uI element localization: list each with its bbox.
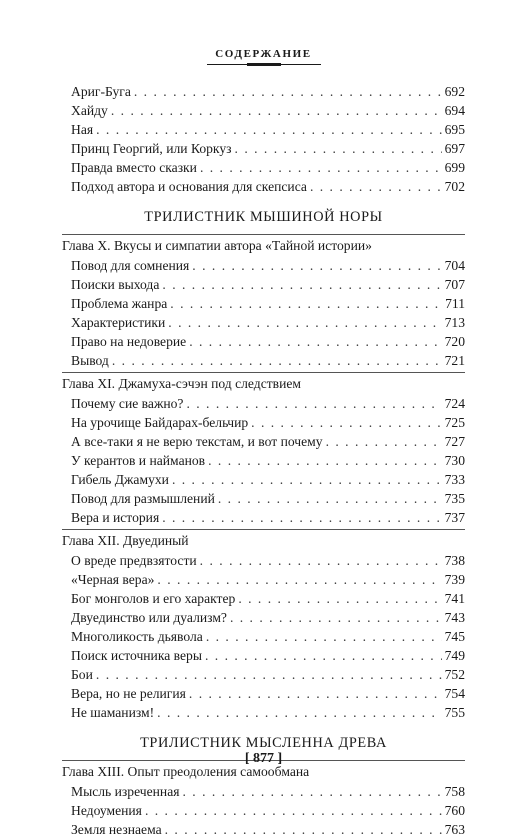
toc-entry[interactable] [62, 158, 465, 177]
leader-dots [205, 646, 442, 665]
toc-entry-title: Недоумения [71, 803, 142, 818]
toc-entry-title: Поиски выхода [71, 277, 160, 292]
toc-entry-page: 752 [444, 667, 465, 682]
toc-entry-page: 711 [445, 296, 465, 311]
toc-entry-page: 702 [444, 179, 465, 194]
toc-entry-page: 763 [444, 822, 465, 837]
toc-entry-title: На урочище Байдарах-бельчир [71, 415, 249, 430]
toc-entry[interactable] [62, 82, 465, 101]
toc-entry-page: 704 [444, 258, 465, 273]
toc-entry-title: Бог монголов и его характер [71, 591, 236, 606]
leader-dots [162, 275, 441, 294]
toc-entry-page: 713 [444, 315, 465, 330]
toc-entry-page: 738 [444, 553, 465, 568]
header-divider [207, 64, 321, 65]
toc-entry[interactable] [62, 313, 465, 332]
toc-entry-title: Хайду [71, 103, 108, 118]
toc-entry-title: Поиск источника веры [71, 648, 202, 663]
leader-dots [200, 551, 442, 570]
toc-entry[interactable] [62, 820, 465, 839]
toc-entry-title: Принц Георгий, или Коркуз [71, 141, 232, 156]
chapter-divider [62, 372, 465, 373]
leader-dots [310, 177, 442, 196]
toc-entry-page: 737 [444, 510, 465, 525]
toc-entry-page: 760 [444, 803, 465, 818]
toc-entry[interactable] [62, 432, 465, 451]
toc-entry-title: Вывод [71, 353, 109, 368]
leader-dots [157, 570, 441, 589]
toc-entry-title: Право на недоверие [71, 334, 187, 349]
leader-dots [134, 82, 442, 101]
toc-entry-page: 724 [444, 396, 465, 411]
toc-entry[interactable] [62, 120, 465, 139]
toc-entry-title: Повод для сомнения [71, 258, 190, 273]
toc-entry[interactable] [62, 470, 465, 489]
toc-entry-title: Гибель Джамухи [71, 472, 169, 487]
leader-dots [172, 470, 442, 489]
chapter-title[interactable]: Глава XIII. Опыт преодоления самообмана [62, 764, 310, 779]
leader-dots [235, 139, 442, 158]
leader-dots [168, 313, 441, 332]
toc-entry-title: Многоликость дьявола [71, 629, 203, 644]
chapter-title[interactable]: Глава XI. Джамуха-сэчэн под следствием [62, 376, 302, 391]
toc-entry-page: 695 [444, 122, 465, 137]
top-entries [62, 82, 465, 196]
toc-entry-page: 694 [444, 103, 465, 118]
toc-entry-page: 758 [444, 784, 465, 799]
toc-entry[interactable] [62, 413, 465, 432]
toc-entry-title: Земля незнаема [71, 822, 162, 837]
toc-entry[interactable] [62, 627, 465, 646]
toc-entry-title: Почему сие важно? [71, 396, 184, 411]
toc-entry[interactable] [62, 294, 465, 313]
section-title: ТРИЛИСТНИК МЫСЛЕННА ДРЕВА [140, 735, 387, 751]
toc-entry-page: 699 [444, 160, 465, 175]
toc-entry-title: Двуединство или дуализм? [71, 610, 227, 625]
leader-dots [206, 627, 442, 646]
toc-entry[interactable] [62, 508, 465, 527]
leader-dots [238, 589, 441, 608]
chapter-title[interactable]: Глава X. Вкусы и симпатии автора «Тайной истории» [62, 238, 372, 253]
toc-entry-page: 725 [444, 415, 465, 430]
leader-dots [145, 801, 442, 820]
toc-entry[interactable] [62, 801, 465, 820]
toc-entry-title: Бои [71, 667, 93, 682]
toc-entry[interactable] [62, 101, 465, 120]
toc-entry[interactable] [62, 551, 465, 570]
leader-dots [96, 120, 442, 139]
toc-entry-title: «Черная вера» [71, 572, 155, 587]
page-header-title: СОДЕРЖАНИЕ [215, 48, 312, 60]
leader-dots [170, 294, 442, 313]
toc-entry[interactable] [62, 394, 465, 413]
toc-entry-page: 749 [444, 648, 465, 663]
toc-entry[interactable] [62, 139, 465, 158]
toc-entry-page: 739 [444, 572, 465, 587]
toc-entry-page: 755 [444, 705, 465, 720]
toc-entry-page: 730 [444, 453, 465, 468]
toc-entry-page: 733 [444, 472, 465, 487]
toc-entry-title: Проблема жанра [71, 296, 168, 311]
toc-entry-title: Характеристики [71, 315, 166, 330]
toc-entry-page: 692 [444, 84, 465, 99]
leader-dots [162, 508, 441, 527]
leader-dots [230, 608, 442, 627]
leader-dots [182, 782, 441, 801]
chapter-divider [62, 529, 465, 530]
toc-entry[interactable] [62, 489, 465, 508]
toc-entry-page: 720 [444, 334, 465, 349]
toc-entry-page: 721 [444, 353, 465, 368]
toc-entry-title: Вера и история [71, 510, 160, 525]
toc-entry-title: Не шаманизм! [71, 705, 155, 720]
toc-entry-page: 697 [444, 141, 465, 156]
leader-dots [189, 684, 442, 703]
toc-entry-page: 754 [444, 686, 465, 701]
toc-entry-title: Ариг-Буга [71, 84, 131, 99]
leader-dots [189, 332, 441, 351]
leader-dots [200, 158, 442, 177]
toc-entry[interactable] [62, 351, 465, 370]
leader-dots [96, 665, 442, 684]
toc-entry[interactable] [62, 570, 465, 589]
toc-entry[interactable] [62, 608, 465, 627]
toc-entry-title: А все-таки я не верю текстам, и вот почему [71, 434, 323, 449]
toc-entry[interactable] [62, 703, 465, 722]
page-number: [ 877 ] [244, 751, 283, 766]
toc-entry-page: 727 [444, 434, 465, 449]
toc-entry[interactable] [62, 589, 465, 608]
leader-dots [111, 101, 442, 120]
toc-entry[interactable] [62, 332, 465, 351]
leader-dots [165, 820, 442, 839]
leader-dots [208, 451, 442, 470]
toc-entry-page: 735 [444, 491, 465, 506]
leader-dots [218, 489, 442, 508]
section-title: ТРИЛИСТНИК МЫШИНОЙ НОРЫ [144, 209, 383, 225]
toc-entry-title: Вера, но не религия [71, 686, 186, 701]
toc-entry[interactable] [62, 665, 465, 684]
toc-entry-page: 707 [444, 277, 465, 292]
leader-dots [157, 703, 441, 722]
toc-entry-page: 741 [444, 591, 465, 606]
toc-entry[interactable] [62, 256, 465, 275]
toc-entry-title: О вреде предвзятости [71, 553, 197, 568]
table-of-contents [62, 82, 465, 839]
chapter-divider [62, 234, 465, 235]
toc-entry[interactable] [62, 451, 465, 470]
toc-entry-page: 743 [444, 610, 465, 625]
toc-entry[interactable] [62, 275, 465, 294]
toc-entry[interactable] [62, 684, 465, 703]
leader-dots [186, 394, 441, 413]
leader-dots [112, 351, 442, 370]
leader-dots [192, 256, 441, 275]
toc-entry-title: У керантов и найманов [71, 453, 206, 468]
toc-entry-title: Мысль изреченная [71, 784, 180, 799]
toc-entry[interactable] [62, 782, 465, 801]
leader-dots [251, 413, 441, 432]
toc-entry-title: Правда вместо сказки [71, 160, 197, 175]
toc-entry[interactable] [62, 177, 465, 196]
toc-entry[interactable] [62, 646, 465, 665]
toc-entry-title: Подход автора и основания для скепсиса [71, 179, 307, 194]
toc-entry-title: Повод для размышлений [71, 491, 215, 506]
chapter-title[interactable]: Глава XII. Двуединый [62, 533, 189, 548]
leader-dots [326, 432, 442, 451]
toc-entry-title: Ная [71, 122, 94, 137]
toc-entry-page: 745 [444, 629, 465, 644]
